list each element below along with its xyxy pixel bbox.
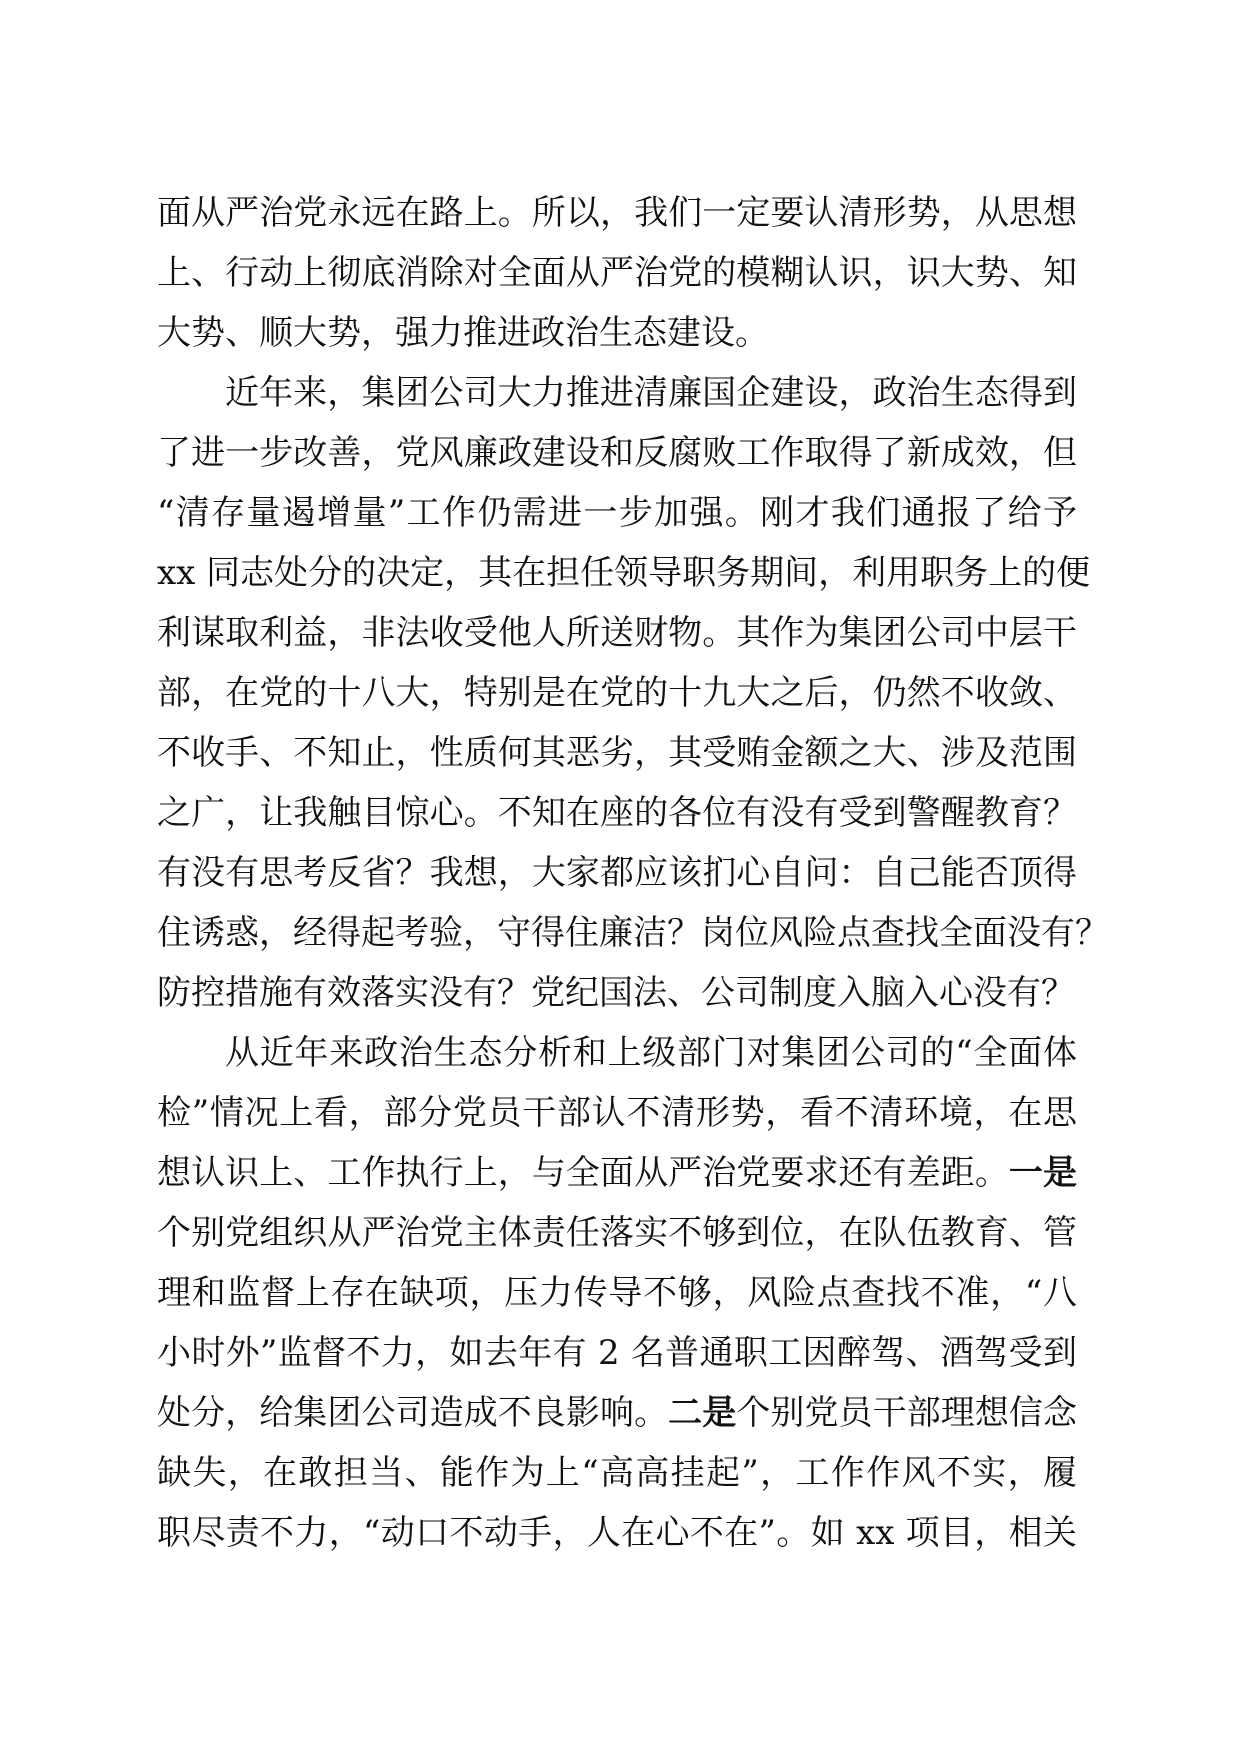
emphasis-first-point: 一是	[1008, 1153, 1077, 1193]
text-line: 面从严治党永远在路上。所以，我们一定要认清形势，从思想	[157, 193, 1077, 233]
text-line: 上、行动上彻底消除对全面从严治党的模糊认识，识大势、知	[157, 253, 1077, 293]
text-line	[157, 1143, 1077, 1203]
text-line: 有没有思考反省？我想，大家都应该扪心自问：自己能否顶得	[157, 853, 1077, 893]
text-line: 个别党组织从严治党主体责任落实不够到位，在队伍教育、管	[157, 1213, 1077, 1253]
text-line: 防控措施有效落实没有？党纪国法、公司制度入脑入心没有？	[157, 973, 1075, 1013]
text-line: 缺失，在敢担当、能作为上“高高挂起”，工作作风不实，履	[157, 1453, 1077, 1493]
text-segment: 处分，给集团公司造成不良影响。	[157, 1393, 669, 1433]
text-line: 大势、顺大势，强力推进政治生态建设。	[157, 313, 769, 353]
text-line: 小时外”监督不力，如去年有 2 名普通职工因醉驾、酒驾受到	[157, 1333, 1077, 1373]
text-line	[157, 1383, 1077, 1443]
text-line: 住诱惑，经得起考验，守得住廉洁？岗位风险点查找全面没有？	[157, 913, 1109, 953]
text-line: “清存量遏增量”工作仍需进一步加强。刚才我们通报了给予	[157, 493, 1077, 533]
text-line: 利谋取利益，非法收受他人所送财物。其作为集团公司中层干	[157, 613, 1077, 653]
text-line: 了进一步改善，党风廉政建设和反腐败工作取得了新成效，但	[157, 433, 1077, 473]
text-line: 部，在党的十八大，特别是在党的十九大之后，仍然不收敛、	[157, 673, 1077, 713]
text-line: 理和监督上存在缺项，压力传导不够，风险点查找不准，“八	[157, 1273, 1077, 1313]
text-segment: 个别党员干部理想信念	[736, 1393, 1078, 1433]
text-line: 从近年来政治生态分析和上级部门对集团公司的“全面体	[225, 1033, 1077, 1073]
text-line: 检”情况上看，部分党员干部认不清形势，看不清环境，在思	[157, 1093, 1077, 1133]
text-line: 职尽责不力，“动口不动手，人在心不在”。如 xx 项目，相关	[157, 1513, 1077, 1553]
text-segment: 想认识上、工作执行上，与全面从严治党要求还有差距。	[157, 1153, 1009, 1193]
text-line: 之广，让我触目惊心。不知在座的各位有没有受到警醒教育？	[157, 793, 1077, 833]
text-line: 不收手、不知止，性质何其恶劣，其受贿金额之大、涉及范围	[157, 733, 1077, 773]
text-line: xx 同志处分的决定，其在担任领导职务期间，利用职务上的便	[157, 553, 1091, 593]
emphasis-second-point: 二是	[668, 1393, 737, 1433]
text-line: 近年来，集团公司大力推进清廉国企建设，政治生态得到	[225, 373, 1077, 413]
